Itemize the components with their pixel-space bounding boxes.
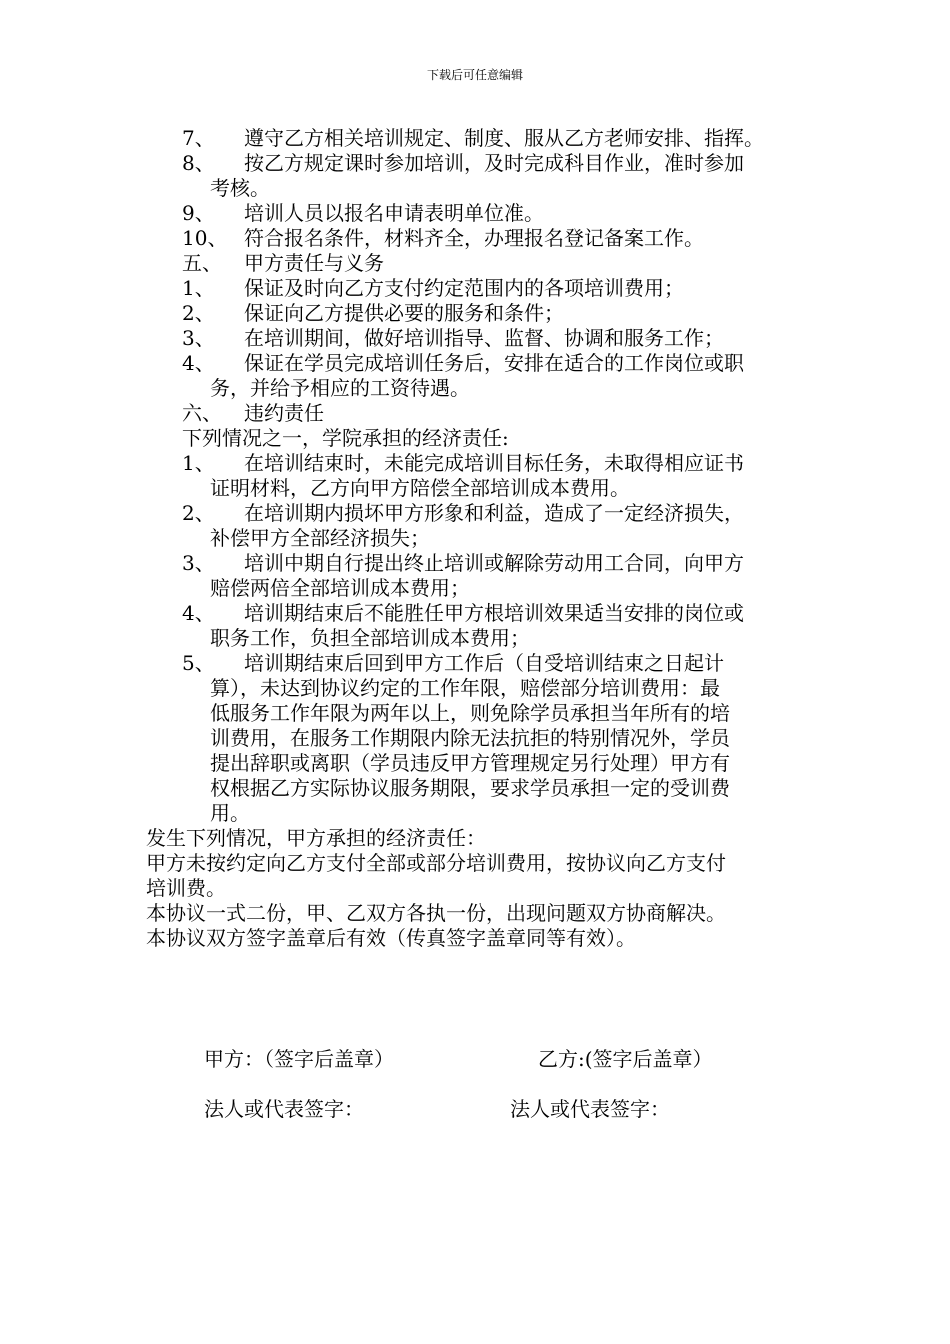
list-item-number: 8、	[182, 151, 215, 175]
paragraph-line: 本协议双方签字盖章后有效（传真签字盖章同等有效）。	[146, 926, 636, 950]
list-item-text: 保证及时向乙方支付约定范围内的各项培训费用；	[244, 276, 684, 300]
list-item-text: 在培训期内损坏甲方形象和利益，造成了一定经济损失，	[244, 501, 744, 525]
paragraph-line: 本协议一式二份，甲、乙双方各执一份，出现问题双方协商解决。	[146, 901, 726, 925]
party-b-representative-label: 法人或代表签字：	[510, 1097, 670, 1121]
list-item-text: 符合报名条件，材料齐全，办理报名登记备案工作。	[244, 226, 704, 250]
list-item-text: 按乙方规定课时参加培训，及时完成科目作业，准时参加	[244, 151, 744, 175]
list-item-text: 保证向乙方提供必要的服务和条件；	[244, 301, 564, 325]
list-item-text: 培训期结束后回到甲方工作后（自受培训结束之日起计	[244, 651, 724, 675]
list-item-number: 9、	[182, 201, 215, 225]
list-item-text: 遵守乙方相关培训规定、制度、服从乙方老师安排、指挥。	[244, 126, 764, 150]
section-number: 五、	[182, 251, 222, 275]
list-item-text: 培训中期自行提出终止培训或解除劳动用工合同，向甲方	[244, 551, 744, 575]
list-item-text-continued: 提出辞职或离职（学员违反甲方管理规定另行处理）甲方有	[210, 751, 730, 775]
page-header: 下载后可任意编辑	[426, 68, 523, 82]
list-item-text: 培训期结束后不能胜任甲方根培训效果适当安排的岗位或	[244, 601, 744, 625]
section-title: 违约责任	[244, 401, 324, 425]
list-item-text-continued: 用。	[210, 801, 250, 825]
list-item-text: 在培训结束时，未能完成培训目标任务，未取得相应证书	[244, 451, 744, 475]
list-item-text-continued: 训费用，在服务工作期限内除无法抗拒的特别情况外，学员	[210, 726, 730, 750]
list-item-text-continued: 权根据乙方实际协议服务期限，要求学员承担一定的受训费	[210, 776, 730, 800]
list-item-number: 10、	[182, 226, 228, 250]
party-a-signature-label: 甲方：（签字后盖章）	[204, 1047, 394, 1071]
paragraph-line: 甲方未按约定向乙方支付全部或部分培训费用，按协议向乙方支付	[146, 851, 726, 875]
list-item-number: 4、	[182, 601, 215, 625]
list-item-number: 7、	[182, 126, 215, 150]
list-item-number: 5、	[182, 651, 215, 675]
list-item-number: 2、	[182, 301, 215, 325]
list-item-text-continued: 低服务工作年限为两年以上，则免除学员承担当年所有的培	[210, 701, 730, 725]
list-item-text-continued: 算），未达到协议约定的工作年限，赔偿部分培训费用：最	[210, 676, 720, 700]
list-item-number: 2、	[182, 501, 215, 525]
section-number: 六、	[182, 401, 222, 425]
party-a-representative-label: 法人或代表签字：	[204, 1097, 364, 1121]
list-item-text: 在培训期间，做好培训指导、监督、协调和服务工作；	[244, 326, 724, 350]
intro-text: 下列情况之一，学院承担的经济责任:	[182, 426, 509, 450]
list-item-number: 4、	[182, 351, 215, 375]
list-item-text-continued: 考核。	[210, 176, 270, 200]
section-title: 甲方责任与义务	[244, 251, 384, 275]
list-item-text-continued: 务，并给予相应的工资待遇。	[210, 376, 470, 400]
list-item-text: 培训人员以报名申请表明单位准。	[244, 201, 544, 225]
list-item-text-continued: 赔偿两倍全部培训成本费用；	[210, 576, 470, 600]
party-b-signature-label: 乙方:(签字后盖章）	[538, 1047, 713, 1071]
list-item-text-continued: 职务工作，负担全部培训成本费用；	[210, 626, 530, 650]
list-item-number: 1、	[182, 451, 215, 475]
list-item-number: 3、	[182, 551, 215, 575]
paragraph-line: 培训费。	[146, 876, 226, 900]
list-item-text-continued: 证明材料，乙方向甲方陪偿全部培训成本费用。	[210, 476, 630, 500]
paragraph-line: 发生下列情况，甲方承担的经济责任：	[146, 826, 486, 850]
list-item-number: 3、	[182, 326, 215, 350]
list-item-text: 保证在学员完成培训任务后，安排在适合的工作岗位或职	[244, 351, 744, 375]
list-item-number: 1、	[182, 276, 215, 300]
list-item-text-continued: 补偿甲方全部经济损失；	[210, 526, 430, 550]
